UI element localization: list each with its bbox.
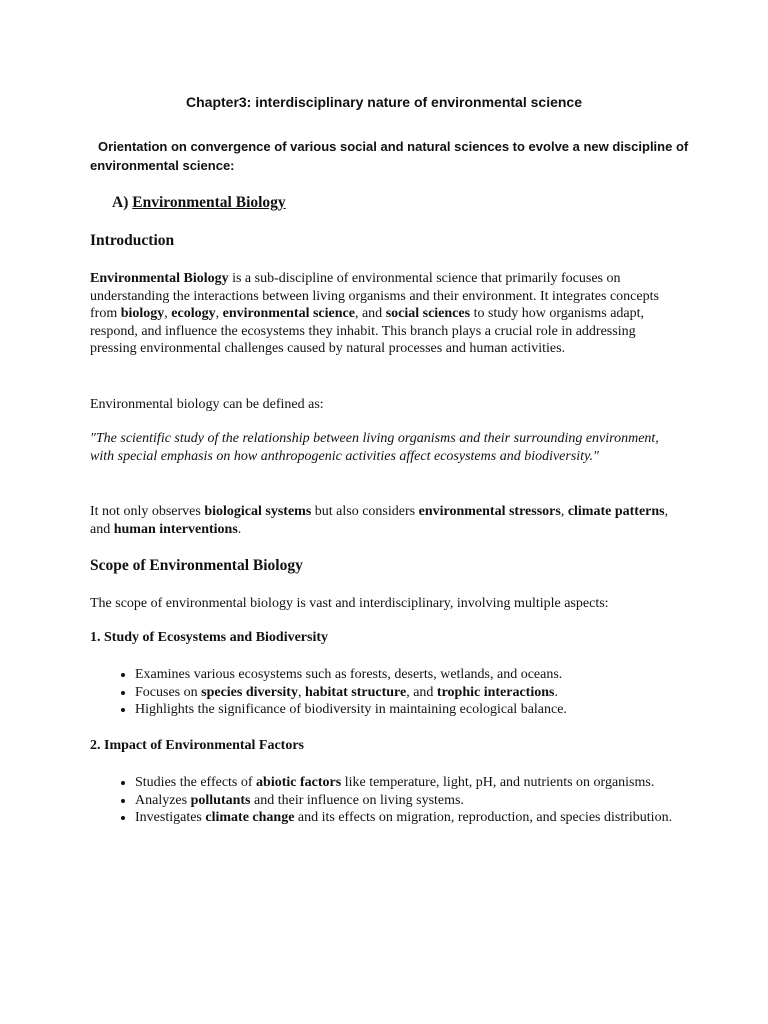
list-item <box>135 774 725 792</box>
list-item: • Highlights the significance of biodiversity in maintaining ecological balance. <box>135 701 725 719</box>
term-climate-change: climate change <box>205 810 295 826</box>
section-prefix: A) <box>112 194 133 211</box>
text-span: . <box>554 684 558 700</box>
definition-lead: Environmental biology can be defined as: <box>90 397 324 412</box>
list-item <box>135 684 725 702</box>
term-social-sciences: social sciences <box>385 306 471 322</box>
text-span: and its effects on migration, reproduction, and species distribution. <box>294 810 673 826</box>
term-environmental-biology: Environmental Biology <box>90 271 229 286</box>
scope-intro: The scope of environmental biology is vast and interdisciplinary, involving multiple aspects: <box>90 596 609 611</box>
text-span: Studies the effects of <box>135 775 257 790</box>
term-climate-patterns: climate patterns <box>567 504 665 519</box>
term-abiotic-factors: abiotic factors <box>256 775 342 790</box>
text-span: but also considers <box>311 504 419 519</box>
environmental-factors-list <box>90 774 725 827</box>
list-item <box>135 792 725 810</box>
definition-quote: "The scientific study of the relationship between living organisms and their surrounding environment, with special emphasis on how anthropogenic activities affect ecosystems and biodiversity." <box>90 431 659 464</box>
term-habitat-structure: habitat structure <box>304 684 407 700</box>
text-span: , <box>164 306 172 322</box>
text-span: and their influence on living systems. <box>250 792 464 808</box>
text-span: is a sub-discipline of environmental science that primarily focuses on understanding the interactions between living organisms and their environment. It integrates concepts from <box>90 271 659 322</box>
scope-heading: Scope of Environmental Biology <box>90 557 303 574</box>
text-span: , <box>297 684 305 700</box>
term-environmental-science: environmental science <box>222 306 355 322</box>
list-item <box>135 809 725 827</box>
text-span: to study how organisms adapt, respond, and influence the ecosystems they inhabit. This branch plays a crucial role in addressing pressing environmental challenges caused by natural processes and human activities. <box>90 306 645 357</box>
text-span: , and <box>406 684 437 700</box>
text-span: , and <box>354 306 386 322</box>
text-span: , <box>560 504 568 519</box>
text-span: It not only observes <box>90 504 205 519</box>
term-biology: biology <box>120 306 165 322</box>
subheading-environmental-factors: 2. Impact of Environmental Factors <box>90 738 304 753</box>
ecosystems-list <box>90 666 725 719</box>
section-heading <box>112 194 286 212</box>
text-span: , and <box>90 504 669 537</box>
term-ecology: ecology <box>171 306 216 322</box>
text-span: . <box>237 521 242 537</box>
term-species-diversity: species diversity <box>201 684 298 700</box>
observes-paragraph <box>90 503 680 538</box>
introduction-heading: Introduction <box>90 232 175 249</box>
text-span: Analyzes <box>135 792 191 808</box>
term-environmental-stressors: environmental stressors <box>418 504 561 519</box>
subheading-ecosystems: 1. Study of Ecosystems and Biodiversity <box>90 630 329 645</box>
chapter-title: Chapter3: interdisciplinary nature of environmental science <box>186 94 582 110</box>
text-span: Investigates <box>135 810 206 826</box>
term-pollutants: pollutants <box>190 792 251 808</box>
term-trophic-interactions: trophic interactions <box>436 684 555 700</box>
introduction-paragraph <box>90 270 680 358</box>
text-span: , <box>215 306 223 322</box>
list-item: • Examines various ecosystems such as forests, deserts, wetlands, and oceans. <box>135 666 725 684</box>
term-biological-systems: biological systems <box>204 504 312 519</box>
text-span: Focuses on <box>135 684 202 700</box>
section-title: Environmental Biology <box>132 194 286 211</box>
orientation-text: Orientation on convergence of various social and natural sciences to evolve a new discipline of environmental science: <box>90 139 689 173</box>
term-human-interventions: human interventions <box>113 521 238 537</box>
text-span: like temperature, light, pH, and nutrients on organisms. <box>341 775 655 790</box>
